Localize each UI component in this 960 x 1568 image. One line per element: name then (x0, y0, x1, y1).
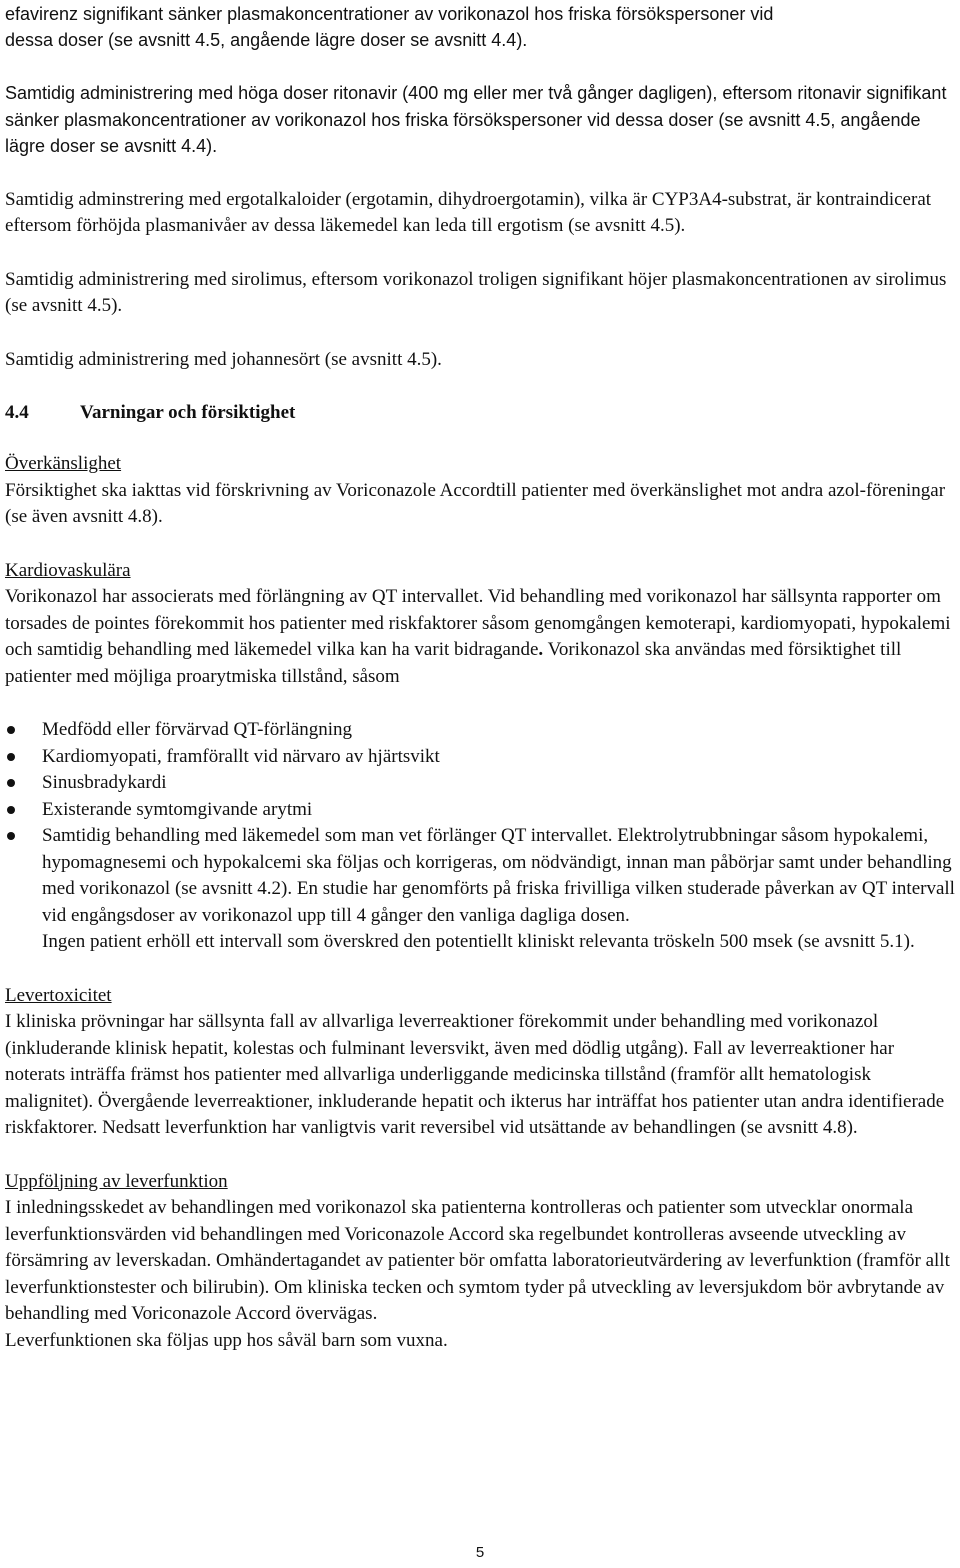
bullet-icon (7, 726, 15, 734)
bullet-icon (7, 832, 15, 840)
list-item (5, 770, 957, 797)
followup-text: I inledningsskedet av behandlingen med vorikonazol ska patienterna kontrolleras och patienter som utvecklar onormala leverfunktionsvärden vid behandlingen med Voriconazole Accord ska regelbundet kontrolleras avseende utveckling av försämring av leverskadan. Omhändertagandet av patienter bör omfatta laboratorieutvärdering av leverfunktion (framför allt leverfunktionstester och bilirubin). Om kliniska tecken och symtom tyder på utveckling av leversjukdom bör avbrytande av behandling med Voriconazole Accord övervägas. (5, 1197, 950, 1324)
liver-heading: Levertoxicitet (5, 984, 112, 1006)
list-item (5, 717, 957, 744)
page-number: 5 (475, 1544, 485, 1561)
section-number: 4.4 (5, 402, 29, 423)
section-title: Varningar och försiktighet (80, 402, 296, 423)
list-item (5, 744, 957, 771)
ritonavir-paragraph: Samtidig administrering med höga doser ritonavir (400 mg eller mer två gånger dagligen), eftersom ritonavir signifikant sänker plasmakoncentrationer av vorikonazol hos friska försökspersoner vid dessa doser (se avsnitt 4.5, angående lägre doser se avsnitt 4.4). (5, 83, 947, 156)
cardio-text (5, 584, 957, 690)
list-item-text: Sinusbradykardi (42, 772, 167, 793)
top-paragraph (5, 1, 957, 53)
bullet-icon (7, 753, 15, 761)
bullet-icon (7, 806, 15, 814)
list-item-text: Samtidig behandling med läkemedel som man vet förlänger QT intervallet. Elektrolytrubbningar såsom hypokalemi, hypomagnesemi och hypokalcemi ska följas och korrigeras, om nödvändigt, innan man påbörjar samt under behandling med vorikonazol (se avsnitt 4.2). En studie har genomförts på friska frivilliga vilken studerade påverkan av QT intervall vid engångsdoser av vorikonazol upp till 4 gånger den vanliga dagliga dosen. (42, 825, 955, 926)
ergot-paragraph: Samtidig adminstrering med ergotalkaloider (ergotamin, dihydroergotamin), vilka är CYP3A4-substrat, är kontraindicerat eftersom förhöjda plasmanivåer av dessa läkemedel kan leda till ergotism (se avsnitt 4.5). (5, 188, 932, 236)
list-item-text: Medfödd eller förvärvad QT-förlängning (42, 719, 353, 740)
johannesort-paragraph: Samtidig administrering med johannesört (se avsnitt 4.5). (5, 348, 442, 370)
section-heading (5, 400, 957, 426)
top-paragraph-line-2: dessa doser (se avsnitt 4.5, angående lägre doser se avsnitt 4.4). (5, 30, 528, 50)
sirolimus-paragraph: Samtidig administrering med sirolimus, eftersom vorikonazol troligen signifikant höjer plasmakoncentrationen av sirolimus (se avsnitt 4.5). (5, 268, 947, 316)
hypersensitivity-text: Försiktighet ska iakttas vid förskrivning av Voriconazole Accordtill patienter med överkänslighet mot andra azol-föreningar (se även avsnitt 4.8). (5, 479, 946, 527)
cardio-text-part2: Vorikonazol ska användas med försiktighet till patienter med möjliga proarytmiska tillstånd, såsom (5, 639, 902, 687)
liver-text: I kliniska prövningar har sällsynta fall av allvarliga leverreaktioner förekommit under behandling med vorikonazol (inkluderande klinisk hepatit, kolestas och fulminant leversvikt, även med dödlig utgång). Fall av leverreaktioner har noterats inträffa främst hos patienter med allvarliga underliggande medicinska tillstånd (framför allt hematologisk malignitet). Övergående leverreaktioner, inkluderande hepatit och ikterus har inträffat hos patienter utan andra identifierade riskfaktorer. Nedsatt leverfunktion har vanligtvis varit reversibel vid utsättande av behandlingen (se avsnitt 4.8). (5, 1011, 945, 1138)
cardio-heading: Kardiovaskulära (5, 559, 131, 581)
risk-factor-list (5, 717, 957, 956)
list-item-text: Existerande symtomgivande arytmi (42, 798, 313, 820)
cardio-bold-dot: . (538, 639, 544, 660)
top-paragraph-line-1: efavirenz signifikant sänker plasmakoncentrationer av vorikonazol hos friska försökspersoner vid (5, 4, 774, 24)
bullet-continuation: Ingen patient erhöll ett intervall som överskred den potentiellt kliniskt relevanta tröskeln 500 msek (se avsnitt 5.1). (42, 931, 915, 952)
followup-heading: Uppföljning av leverfunktion (5, 1170, 228, 1192)
list-item (5, 797, 957, 824)
cardio-text-part1: Vorikonazol har associerats med förlängning av QT intervallet. Vid behandling med vorikonazol har sällsynta rapporter om torsades de pointes förekommit hos patienter med riskfaktorer såsom genomgången kemoterapi, kardiomyopati, hypokalemi och samtidig behandling med läkemedel vilka kan ha varit bidragande (5, 586, 951, 660)
bullet-icon (7, 779, 15, 787)
list-item-text: Kardiomyopati, framförallt vid närvaro av hjärtsvikt (42, 745, 440, 767)
followup-last-line: Leverfunktionen ska följas upp hos såväl barn som vuxna. (5, 1329, 448, 1351)
document-page (5, 0, 957, 1354)
hypersensitivity-heading: Överkänslighet (5, 453, 122, 474)
list-item (5, 823, 957, 956)
